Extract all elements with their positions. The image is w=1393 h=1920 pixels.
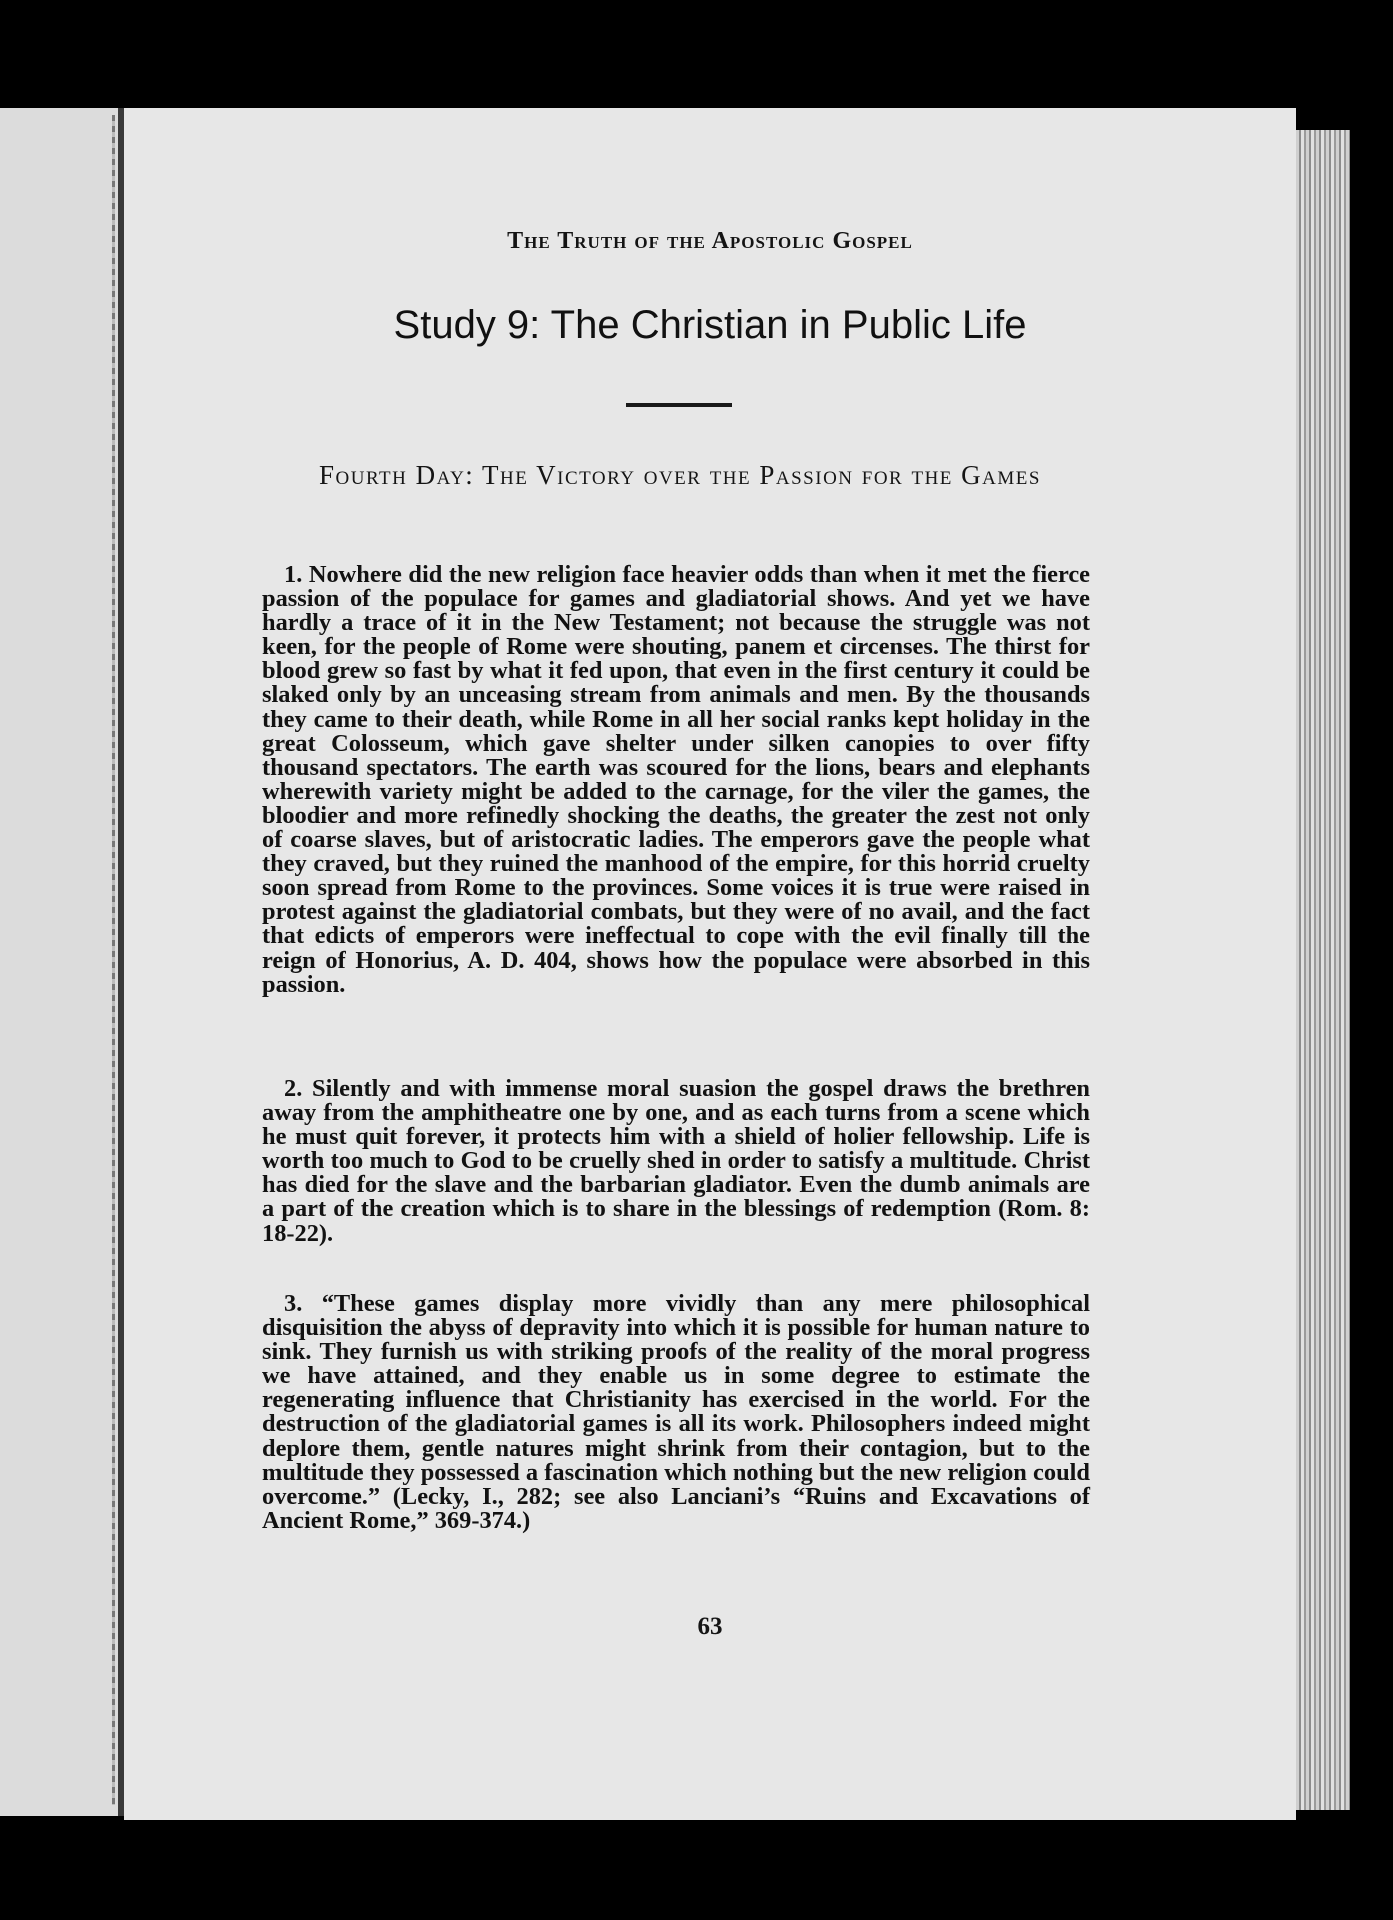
page-number: 63 bbox=[697, 1613, 723, 1640]
day-heading: Fourth Day: The Victory over the Passion for the Games bbox=[319, 460, 1041, 490]
binding-edge bbox=[112, 115, 115, 1805]
running-head: The Truth of the Apostolic Gospel bbox=[507, 228, 913, 254]
page-stack-edge bbox=[1296, 130, 1350, 1810]
facing-page-edge bbox=[0, 108, 124, 1816]
paragraph-2: 2. Silently and with immense moral suasion the gospel draws the brethren away from the amphitheatre one by one, and as each turns from a scene which he must quit forever, it protects him with a shield of holier fellowship. Life is worth too much to God to be cruelly shed in order to satisfy a multitude. Christ has died for the slave and the barbarian gladiator. Even the dumb animals are a part of the creation which is to share in the blessings of redemption (Rom. 8: 18-22). bbox=[262, 1075, 1090, 1247]
paragraph-1: 1. Nowhere did the new religion face heavier odds than when it met the fierce passion of the populace for games and gladiatorial shows. And yet we have hardly a trace of it in the New Testament; not because the struggle was not keen, for the people of Rome were shouting, panem et circenses. The thirst for blood grew so fast by what it fed upon, that even in the first century it could be slaked only by an unceasing stream from animals and men. By the thousands they came to their death, while Rome in all her social ranks kept holiday in the great Colosseum, which gave shelter under silken canopies to over fifty thousand spectators. The earth was scoured for the lions, bears and elephants wherewith variety might be added to the carnage, for the viler the games, the bloodier and more refinedly shocking the deaths, the greater the zest not only of coarse slaves, but of aristocratic ladies. The emperors gave the people what they craved, but they ruined the manhood of the empire, for this horrid cruelty soon spread from Rome to the provinces. Some voices it is true were raised in protest against the gladiatorial combats, but they were of no avail, and the fact that edicts of emperors were ineffectual to cope with the evil finally till the reign of Honorius, A. D. 404, shows how the populace were absorbed in this passion. bbox=[262, 561, 1090, 998]
title-rule bbox=[626, 403, 732, 407]
paragraph-3: 3. “These games display more vividly than any mere philosophical disquisition the abyss of depravity into which it is possible for human nature to sink. They furnish us with striking proofs of the reality of the moral progress we have attained, and they enable us in some degree to estimate the regenerating influence that Christianity has exercised in the world. For the destruction of the gladiatorial games is all its work. Philosophers indeed might deplore them, gentle natures might shrink from their contagion, but to the multitude they possessed a fascination which nothing but the new religion could overcome.” (Lecky, I., 282; see also Lanciani’s “Ruins and Excavations of Ancient Rome,” 369-374.) bbox=[262, 1290, 1090, 1534]
study-title: Study 9: The Christian in Public Life bbox=[393, 303, 1027, 347]
